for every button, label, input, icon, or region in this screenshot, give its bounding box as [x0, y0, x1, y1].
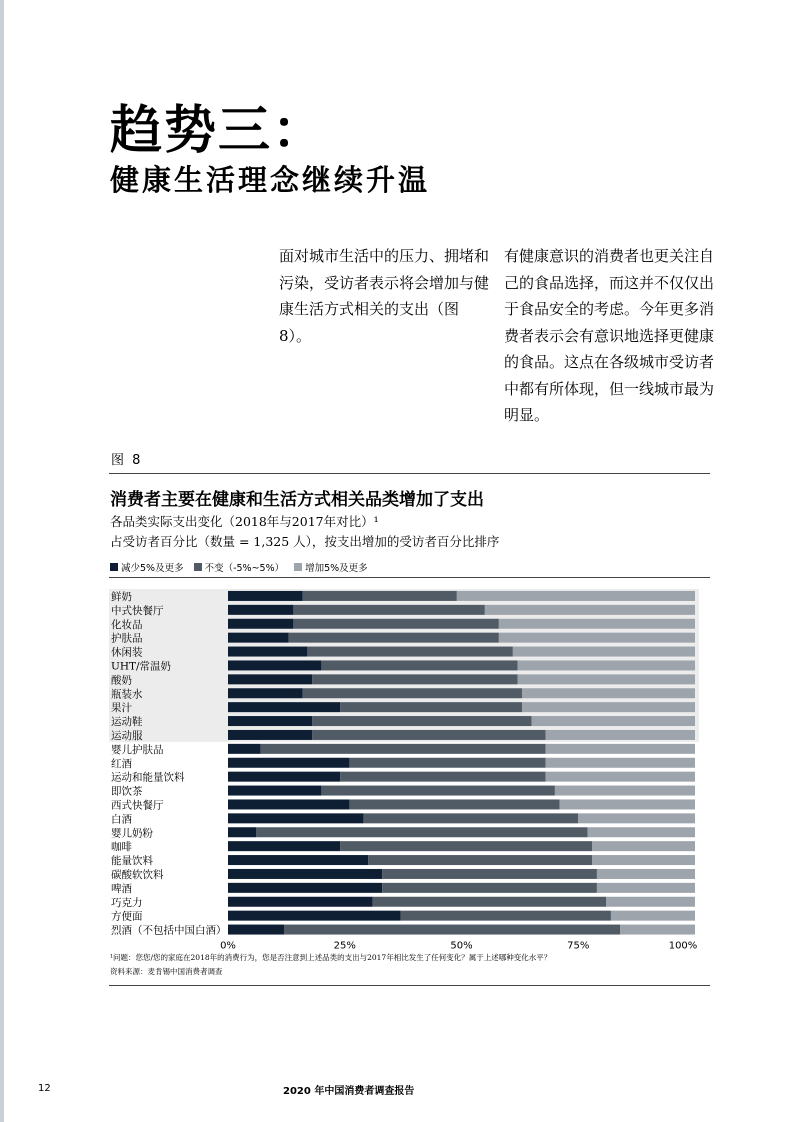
- bar-segment-increase: [546, 730, 695, 740]
- page-title: 趋势三：: [110, 101, 327, 161]
- bar-segment-decrease: [228, 813, 363, 823]
- category-label: 鲜奶: [111, 590, 132, 603]
- bar-segment-unchanged: [256, 827, 588, 837]
- category-label: 巧克力: [111, 896, 143, 909]
- category-label: 休闲装: [111, 646, 143, 659]
- bar-segment-decrease: [228, 633, 289, 643]
- bar-segment-increase: [518, 660, 695, 670]
- category-label: 运动鞋: [111, 716, 143, 729]
- bar-segment-decrease: [228, 897, 373, 907]
- chart-subtitle-1: 各品类实际支出变化（2018年与2017年对比）¹: [110, 514, 379, 529]
- bar-segment-unchanged: [321, 786, 555, 796]
- bar-segment-increase: [597, 869, 695, 879]
- bar-segment-decrease: [228, 799, 349, 809]
- page-number: 12: [38, 1083, 51, 1094]
- bar-segment-unchanged: [289, 633, 499, 643]
- x-tick-label: 25%: [333, 940, 356, 952]
- bar-segment-increase: [597, 883, 695, 893]
- bar-segment-increase: [611, 911, 695, 921]
- category-label: 中式快餐厅: [111, 604, 164, 617]
- page-subtitle: 健康生活理念继续升温: [110, 163, 431, 197]
- paragraph-right: 有健康意识的消费者也更关注自己的食品选择，而这并不仅仅出于食品安全的考虑。今年更多消费者表示会有意识地选择更健康的食品。这点在各级城市受访者中都有所体现，但一线城市最为明显。: [504, 247, 715, 424]
- footnote-source: 资料来源：麦肯锡中国消费者调查: [110, 967, 223, 976]
- x-tick-label: 50%: [450, 940, 473, 952]
- bar-segment-decrease: [228, 716, 312, 726]
- bar-segment-increase: [555, 786, 695, 796]
- category-label: 婴儿护肤品: [111, 743, 164, 756]
- bar-segment-decrease: [228, 925, 284, 935]
- category-label: 即饮茶: [111, 785, 143, 798]
- bar-segment-decrease: [228, 827, 256, 837]
- bar-segment-increase: [485, 605, 695, 615]
- category-label: 啤酒: [111, 882, 132, 895]
- category-label: 咖啡: [111, 841, 132, 854]
- bar-segment-increase: [532, 716, 695, 726]
- bar-segment-decrease: [228, 869, 382, 879]
- category-label: 酸奶: [111, 674, 132, 687]
- bar-segment-unchanged: [303, 591, 457, 601]
- bar-segment-decrease: [228, 744, 261, 754]
- bar-segment-decrease: [228, 674, 312, 684]
- category-label: 化妆品: [111, 618, 143, 631]
- bar-segment-increase: [592, 855, 695, 865]
- bar-segment-unchanged: [349, 758, 545, 768]
- category-label: 婴儿奶粉: [111, 827, 153, 840]
- bar-segment-decrease: [228, 841, 340, 851]
- bar-segment-decrease: [228, 591, 303, 601]
- bar-segment-increase: [522, 702, 695, 712]
- bar-segment-decrease: [228, 647, 307, 657]
- bar-segment-unchanged: [312, 716, 531, 726]
- bar-segment-unchanged: [293, 605, 484, 615]
- category-label: 方便面: [111, 910, 143, 923]
- bar-segment-increase: [546, 744, 695, 754]
- bar-segment-decrease: [228, 688, 303, 698]
- bar-segment-unchanged: [363, 813, 578, 823]
- bar-segment-unchanged: [368, 855, 592, 865]
- bar-segment-unchanged: [293, 619, 498, 629]
- bar-segment-increase: [546, 758, 695, 768]
- category-label: 西式快餐厅: [111, 799, 164, 812]
- bar-segment-decrease: [228, 911, 401, 921]
- bar-segment-increase: [606, 897, 695, 907]
- bar-segment-increase: [546, 772, 695, 782]
- category-label: 运动服: [111, 729, 143, 742]
- figure-label: 图 8: [111, 453, 143, 468]
- category-label: 护肤品: [111, 632, 143, 645]
- category-label: 能量饮料: [111, 855, 153, 868]
- bar-segment-unchanged: [321, 660, 517, 670]
- category-label: UHT/常温奶: [111, 660, 172, 673]
- bar-segment-decrease: [228, 772, 340, 782]
- bar-segment-unchanged: [261, 744, 546, 754]
- bar-segment-unchanged: [340, 841, 592, 851]
- bar-segment-increase: [620, 925, 695, 935]
- bar-segment-decrease: [228, 605, 293, 615]
- bar-segment-decrease: [228, 730, 312, 740]
- category-label: 运动和能量饮料: [111, 771, 185, 784]
- bar-segment-increase: [457, 591, 695, 601]
- category-label: 白酒: [111, 813, 132, 826]
- bar-segment-increase: [499, 619, 695, 629]
- bar-segment-unchanged: [340, 702, 522, 712]
- bar-segment-unchanged: [312, 730, 546, 740]
- x-tick-label: 75%: [567, 940, 590, 952]
- chart-title: 消费者主要在健康和生活方式相关品类增加了支出: [110, 490, 484, 510]
- bar-segment-unchanged: [373, 897, 607, 907]
- bar-segment-unchanged: [340, 772, 545, 782]
- bar-segment-unchanged: [382, 869, 597, 879]
- category-label: 烈酒（不包括中国白酒）: [111, 924, 227, 937]
- bar-segment-increase: [513, 647, 695, 657]
- bar-segment-unchanged: [303, 688, 522, 698]
- bar-segment-unchanged: [349, 799, 559, 809]
- bar-segment-decrease: [228, 855, 368, 865]
- bar-segment-unchanged: [382, 883, 597, 893]
- bar-segment-increase: [592, 841, 695, 851]
- bar-segment-unchanged: [401, 911, 611, 921]
- category-label: 碳酸软饮料: [111, 868, 164, 881]
- bar-segment-decrease: [228, 883, 382, 893]
- bar-segment-unchanged: [307, 647, 512, 657]
- bar-segment-increase: [560, 799, 695, 809]
- category-label: 瓶装水: [111, 688, 143, 701]
- footnote-question: ¹问题：您您/您的家庭在2018年的消费行为，您是否注意到上述品类的支出与2017年相比发生了任何变化？属于上述哪种变化水平？: [110, 953, 552, 962]
- paragraph-left: 面对城市生活中的压力、拥堵和污染，受访者表示将会增加与健康生活方式相关的支出（图8）。: [279, 247, 490, 345]
- bar-segment-decrease: [228, 619, 293, 629]
- bar-segment-decrease: [228, 758, 349, 768]
- bar-segment-unchanged: [284, 925, 620, 935]
- bar-segment-decrease: [228, 702, 340, 712]
- bar-segment-increase: [518, 674, 695, 684]
- chart-subtitle-2: 占受访者百分比（数量 = 1,325 人），按支出增加的受访者百分比排序: [110, 534, 500, 549]
- bar-segment-increase: [522, 688, 695, 698]
- category-label: 果汁: [111, 702, 132, 715]
- bar-segment-increase: [499, 633, 695, 643]
- figure-bottom-rule: [109, 985, 710, 986]
- bar-segment-unchanged: [312, 674, 517, 684]
- bar-segment-increase: [578, 813, 695, 823]
- x-tick-label: 0%: [220, 940, 236, 952]
- x-tick-label: 100%: [668, 940, 698, 952]
- legend-label-increase: 增加5%及更多: [305, 563, 368, 574]
- legend-label-decrease: 减少5%及更多: [121, 563, 184, 574]
- legend-label-unchanged: 不变（-5%~5%）: [204, 563, 285, 574]
- category-label: 红酒: [111, 757, 132, 770]
- bar-segment-increase: [588, 827, 695, 837]
- footer-title: 2020 年中国消费者调查报告: [283, 1086, 415, 1097]
- bar-segment-decrease: [228, 786, 321, 796]
- bar-segment-decrease: [228, 660, 321, 670]
